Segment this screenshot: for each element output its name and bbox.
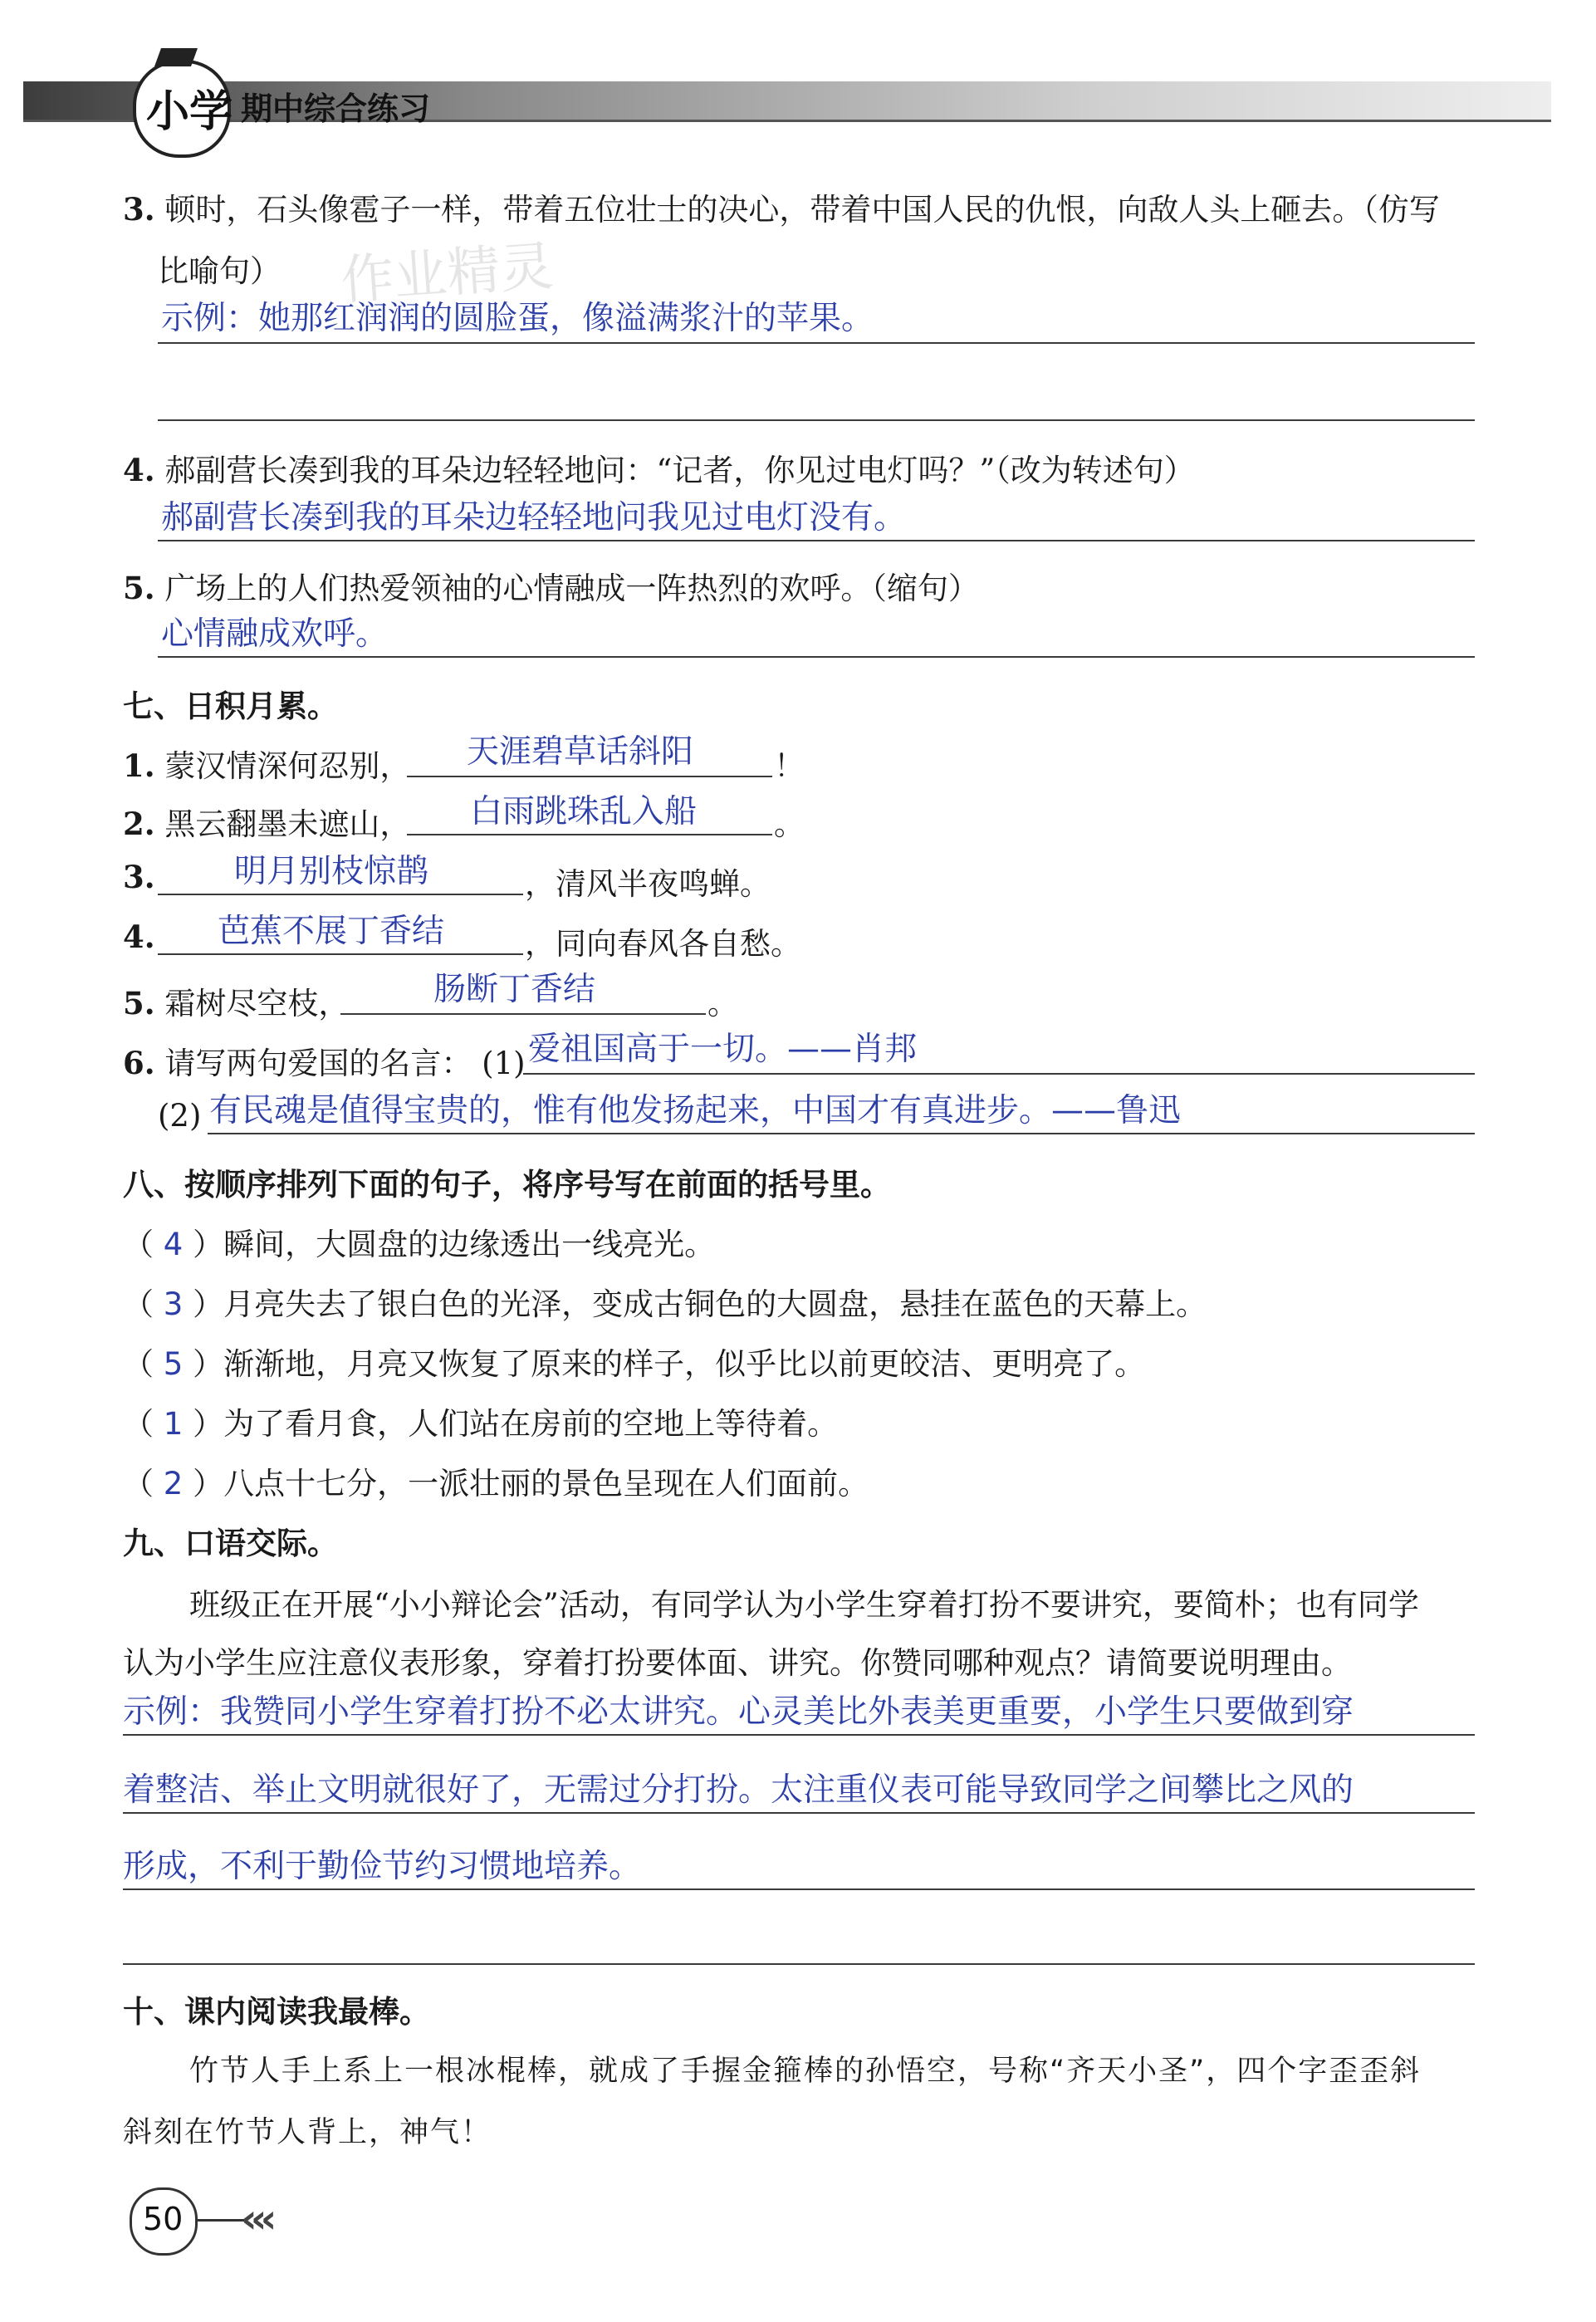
p8-item-2-text: 月亮失去了银白色的光泽，变成古铜色的大圆盘，悬挂在蓝色的天幕上。	[223, 1286, 1207, 1322]
part10-title: 十、课内阅读我最棒。	[123, 1994, 430, 2030]
p7-q6-number: 6.	[123, 1045, 155, 1081]
p7-item-4-answer: 芭蕉不展丁香结	[218, 913, 445, 950]
p9-line-1	[123, 1734, 1475, 1736]
p8-item-3: （ 5 ）渐渐地，月亮又恢复了原来的样子，似乎比以前更皎洁、更明亮了。	[123, 1346, 1146, 1382]
p7-item-5-suffix: 。	[707, 986, 738, 1021]
p7-item-5-prefix: 霜树尽空枝，	[164, 986, 350, 1021]
p7-item-2-line	[407, 834, 772, 835]
p10-line-1: 竹节人手上系上一根冰棍棒，就成了手握金箍棒的孙悟空，号称“齐天小圣”，四个字歪歪斜	[189, 2055, 1422, 2088]
p9-answer-1: 示例：我赞同小学生穿着打扮不必太讲究。心灵美比外表美更重要，小学生只要做到穿	[123, 1693, 1354, 1731]
header-title: 期中综合练习	[241, 91, 431, 127]
q5-answer: 心情融成欢呼。	[161, 615, 389, 653]
p7-item-3-number: 3.	[123, 859, 155, 895]
p8-item-1-order: 4	[163, 1227, 184, 1262]
p8-item-5-order: 2	[163, 1466, 184, 1501]
p7-item-1-number: 1.	[123, 747, 155, 784]
p7-q6-label-2: (2)	[158, 1098, 202, 1134]
p8-item-4: （ 1 ）为了看月食，人们站在房前的空地上等待着。	[123, 1406, 839, 1442]
q3-answer: 示例：她那红润润的圆脸蛋，像溢满浆汁的苹果。	[161, 300, 874, 337]
q3-text: 顿时，石头像雹子一样，带着五位壮士的决心，带着中国人民的仇恨，向敌人头上砸去。（仿写	[164, 192, 1440, 228]
q4-answer-line	[158, 540, 1475, 541]
p7-item-2-suffix: 。	[774, 806, 805, 842]
p7-q6-answer-1: 爱祖国高于一切。——肖邦	[528, 1031, 918, 1068]
q3-line1	[123, 184, 1440, 229]
p9-answer-2: 着整洁、举止文明就很好了，无需过分打扮。太注重仪表可能导致同学之间攀比之风的	[123, 1771, 1354, 1809]
p7-item-2-answer: 白雨跳珠乱入船	[470, 793, 698, 830]
q3-number: 3.	[123, 191, 155, 228]
p8-item-3-text: 渐渐地，月亮又恢复了原来的样子，似乎比以前更皎洁、更明亮了。	[223, 1346, 1146, 1382]
part7-title: 七、日积月累。	[123, 688, 338, 724]
q4-answer: 郝副营长凑到我的耳朵边轻轻地问我见过电灯没有。	[161, 499, 907, 536]
p7-q6-line-1	[523, 1073, 1475, 1075]
p7-q6-answer-2: 有民魂是值得宝贵的，惟有他发扬起来，中国才有真进步。——鲁迅	[209, 1092, 1182, 1129]
q5-answer-line	[158, 656, 1475, 658]
p7-q6-label-1: (1)	[482, 1046, 526, 1081]
p8-item-3-order: 5	[163, 1346, 184, 1382]
q3-answer-line-2	[158, 419, 1475, 421]
q5-question	[123, 563, 979, 608]
p7-item-3-answer: 明月别枝惊鹊	[234, 853, 429, 890]
q5-text: 广场上的人们热爱领袖的心情融成一阵热烈的欢呼。（缩句）	[164, 571, 979, 606]
part9-title: 九、口语交际。	[123, 1526, 338, 1561]
p8-item-1: （ 4 ）瞬间，大圆盘的边缘透出一线亮光。	[123, 1227, 716, 1262]
p7-item-5-line	[340, 1013, 706, 1015]
q3-line2: 比喻句）	[158, 253, 281, 289]
p8-item-1-text: 瞬间，大圆盘的边缘透出一线亮光。	[223, 1227, 716, 1262]
footer-rule	[196, 2219, 246, 2222]
p10-line-2: 斜刻在竹节人背上，神气！	[123, 2116, 492, 2149]
p7-item-2-number: 2.	[123, 806, 155, 842]
p7-item-1-prefix: 蒙汉情深何忍别，	[164, 748, 411, 784]
p8-item-2-order: 3	[163, 1286, 184, 1322]
p7-item-3-line	[158, 894, 523, 895]
p7-item-4-line	[158, 953, 523, 955]
p7-item-1-line	[407, 776, 772, 777]
header-logo: 小学	[146, 87, 233, 137]
p9-line-3	[123, 1888, 1475, 1890]
p7-q6-text: 请写两句爱国的名言：	[164, 1046, 472, 1081]
q4-question	[123, 445, 1195, 490]
p7-item-1-answer: 天涯碧草话斜阳	[467, 733, 694, 771]
p8-item-5: （ 2 ）八点十七分，一派壮丽的景色呈现在人们面前。	[123, 1466, 869, 1501]
p7-q6-line-2	[208, 1133, 1475, 1134]
page-number: 50	[143, 2201, 184, 2237]
p7-item-2-prefix: 黑云翻墨未遮山，	[164, 806, 411, 842]
q4-number: 4.	[123, 452, 155, 488]
p7-item-5	[123, 978, 349, 1023]
p7-item-4-suffix: ，同向春风各自愁。	[525, 926, 801, 962]
p8-item-2: （ 3 ）月亮失去了银白色的光泽，变成古铜色的大圆盘，悬挂在蓝色的天幕上。	[123, 1286, 1207, 1322]
triple-chevron-icon: ‹‹‹	[241, 2196, 271, 2242]
q4-text: 郝副营长凑到我的耳朵边轻轻地问：“记者，你见过电灯吗？”（改为转述句）	[164, 453, 1195, 488]
watermark: 作业精灵	[339, 236, 556, 312]
p7-item-5-answer: 肠断丁香结	[433, 971, 596, 1008]
p9-line-2	[123, 1812, 1475, 1814]
q3-answer-line-1	[158, 342, 1475, 344]
p7-item-4-number: 4.	[123, 919, 155, 955]
graduation-cap-icon	[154, 48, 198, 66]
p9-prompt-1: 班级正在开展“小小辩论会”活动，有同学认为小学生穿着打扮不要讲究，要简朴；也有同学	[189, 1587, 1419, 1623]
p8-item-4-text: 为了看月食，人们站在房前的空地上等待着。	[223, 1406, 839, 1442]
p7-item-5-number: 5.	[123, 985, 155, 1021]
p8-item-4-order: 1	[163, 1406, 184, 1442]
p9-prompt-2: 认为小学生应注意仪表形象，穿着打扮要体面、讲究。你赞同哪种观点？请简要说明理由。	[123, 1645, 1352, 1681]
p7-item-2	[123, 799, 410, 844]
p7-item-3-suffix: ，清风半夜鸣蝉。	[525, 866, 771, 902]
p7-q6	[123, 1038, 526, 1083]
p9-answer-3: 形成，不利于勤俭节约习惯地培养。	[123, 1848, 642, 1885]
part8-title: 八、按顺序排列下面的句子，将序号写在前面的括号里。	[123, 1167, 891, 1203]
p7-item-1-suffix: ！	[774, 748, 805, 784]
p9-line-4	[123, 1963, 1475, 1965]
p8-item-5-text: 八点十七分，一派壮丽的景色呈现在人们面前。	[223, 1466, 869, 1501]
p7-item-1	[123, 741, 410, 786]
q5-number: 5.	[123, 570, 155, 606]
